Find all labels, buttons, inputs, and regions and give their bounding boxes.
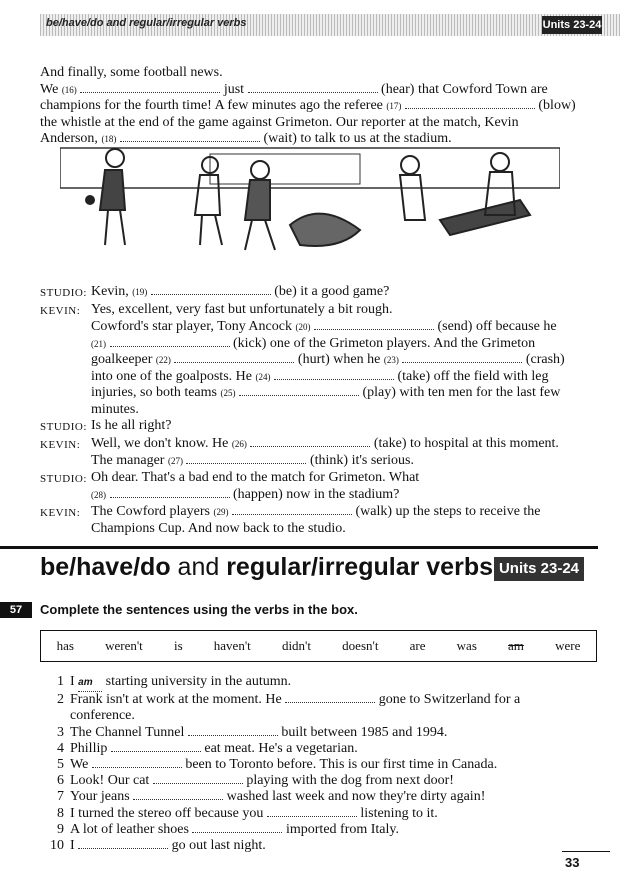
sentence-row [40,757,600,773]
dialogue-line [40,284,600,302]
word-option: am [508,638,524,653]
text: washed last week and now they're dirty again! [226,789,486,805]
units-badge: Units 23-24 [494,557,584,581]
text: The Cowford players [91,503,210,519]
text: (be) it a good game? [274,284,390,299]
gap-number: (24) [255,371,271,382]
running-header [40,14,620,36]
text: starting university in the autumn. [105,674,292,689]
dialogue-line [40,302,600,320]
answer-blank[interactable] [153,773,243,784]
speaker-label [40,521,91,538]
text: I [70,838,75,854]
sentence-number: 10 [50,838,64,854]
speaker-label: STUDIO: [40,472,87,485]
page-number: 33 [565,855,580,870]
text: (kick) one of the Grimeton players. And the Grimeton [233,335,536,351]
dialogue-line [40,504,600,522]
text: been to Toronto before. This is our first time in Canada. [185,757,498,773]
dialogue-text [91,369,600,386]
sentence-number: 8 [57,805,64,821]
speaker-label: KEVIN: [40,304,81,317]
gap-number: (21) [91,338,106,349]
sentence-number: 4 [57,740,64,756]
word-option: haven't [213,638,251,653]
dialogue-line [40,487,600,504]
sentence-row [40,741,600,757]
text: (wait) to talk to us at the stadium. [263,131,452,146]
dialogue-text [91,336,600,353]
text: Phillip [70,740,108,756]
answer-blank[interactable] [248,82,378,93]
dialogue-text [91,504,600,522]
answer-blank[interactable] [314,319,434,330]
dialogue-text [91,352,600,369]
answer-blank[interactable] [174,352,294,363]
dialogue-text [91,453,600,470]
sentence-row [40,708,600,724]
text: Champions Cup. And now back to the studio. [91,521,346,536]
gap-number: (23) [383,355,399,365]
dialogue-text [91,319,600,336]
section-title [40,553,493,582]
speaker-label [40,487,91,504]
text: The Channel Tunnel [70,724,185,740]
sentence-row [40,822,600,838]
text: Kevin, [91,284,129,299]
answer-blank[interactable] [186,453,306,464]
answer-blank[interactable] [402,352,522,363]
sentence-text [70,757,497,773]
text: (hear) that Cowford Town are [381,81,548,97]
gap-number: (29) [213,506,229,517]
dialogue [40,284,600,538]
text: minutes. [91,401,139,417]
sentence-number: 9 [57,821,64,837]
text: Yes, excellent, very fast but unfortunately a bit rough. [91,301,393,317]
sentence-text [70,806,438,822]
word-option: were [555,638,581,653]
example-answer: am [78,677,93,688]
gap-number: (17) [386,101,402,111]
gap-number: (19) [132,287,148,297]
answer-blank[interactable] [133,789,223,800]
text: injuries, so both teams [91,385,217,400]
answer-blank[interactable] [267,806,357,817]
speaker-label [40,319,91,336]
dialogue-line [40,352,600,369]
sentence-number: 2 [57,692,64,708]
text: playing with the dog from next door! [246,773,454,789]
text: (send) off because he [437,319,557,334]
sentence-number: 1 [57,674,64,689]
dialogue-line [40,521,600,538]
sentence-text [70,822,399,838]
answer-blank[interactable] [111,741,201,752]
word-option: is [173,638,183,653]
sentence-row [40,806,600,822]
dialogue-text [91,436,600,454]
dialogue-text [91,521,600,538]
sentence-text [70,838,266,854]
intro-line: And finally, some football news. [40,65,223,80]
speaker-label [40,369,91,386]
answer-blank[interactable] [274,369,394,380]
text: (play) with ten men for the last few [362,385,561,400]
text: We [70,757,89,773]
answer-blank[interactable] [80,82,220,93]
dialogue-text [91,385,600,402]
speaker-label: KEVIN: [40,438,81,451]
answer-blank[interactable] [232,504,352,515]
word-option: are [409,638,426,653]
text: I turned the stereo off because you [70,805,264,821]
sentence-number [40,708,70,724]
section-divider [0,546,598,549]
text: built between 1985 and 1994. [281,724,448,740]
exercise-sentences [40,674,600,854]
text: goalkeeper [91,352,153,367]
exercise-instruction: Complete the sentences using the verbs in the box. [40,602,358,617]
gap-number: (26) [231,438,247,449]
sentence-number: 3 [57,724,64,740]
header-title: be/have/do and regular/irregular verbs [46,17,247,29]
answer-blank[interactable] [151,284,271,295]
text: Oh dear. That's a bad end to the match for Grimeton. What [91,469,420,485]
dialogue-line [40,453,600,470]
news-paragraph [40,65,590,148]
speaker-label [40,352,91,369]
sentence-row [40,692,600,708]
sentence-text [70,773,454,789]
speaker-label [40,385,91,402]
speaker-label [40,402,91,419]
speaker-label: KEVIN: [40,506,81,519]
text: Frank isn't at work at the moment. He [70,692,282,708]
answer-blank[interactable] [92,757,182,768]
text: A lot of leather shoes [70,821,189,837]
gap-number: (16) [61,84,77,95]
answer-blank[interactable] [110,336,230,347]
text: gone to Switzerland for a [378,692,521,708]
dialogue-line [40,336,600,353]
answer-blank[interactable] [188,725,278,736]
text: just [223,81,245,97]
answer-blank[interactable] [239,385,359,396]
sentence-text [70,692,520,708]
football-illustration [60,140,560,260]
text: (blow) [538,98,576,113]
word-option: was [456,638,477,653]
sentence-number: 6 [57,773,64,789]
dialogue-text [91,284,600,302]
text: the whistle at the end of the game against Grimeton. Our reporter at the match, Kevin [40,114,519,130]
sentence-row [40,773,600,789]
dialogue-text [91,487,600,504]
word-option: doesn't [342,638,379,653]
answer-blank[interactable] [78,674,102,692]
answer-blank[interactable] [285,692,375,703]
gap-number: (18) [101,134,117,144]
answer-blank[interactable] [110,487,230,498]
speaker-label [40,336,91,353]
text: (think) it's serious. [309,453,414,468]
gap-number: (22) [155,355,171,365]
exercise-number: 57 [0,602,32,618]
title-part: be/have/do [40,553,171,581]
dialogue-text [91,418,600,436]
text: (take) to hospital at this moment. [373,435,559,451]
sentence-text [70,725,447,741]
word-option: weren't [105,638,143,653]
sentence-text [70,741,358,757]
text: I [70,674,75,689]
dialogue-text [91,302,600,320]
title-part: regular/irregular verbs [226,553,493,581]
dialogue-line [40,470,600,488]
sentence-number: 7 [57,789,64,805]
title-part: and [170,553,227,581]
text: (walk) up the steps to receive the [355,503,541,519]
text: Well, we don't know. He [91,435,229,451]
word-option: didn't [281,638,312,653]
text: (hurt) when he [297,352,381,367]
text: The manager [91,453,165,468]
page-number-rule [562,851,610,852]
text: Your jeans [70,789,130,805]
word-box [40,630,597,662]
header-units-tag: Units 23-24 [542,16,602,34]
text: conference. [70,708,135,724]
text: champions for the fourth time! A few minutes ago the referee [40,98,383,113]
text: into one of the goalposts. He [91,368,252,384]
sentence-text [70,674,291,692]
sentence-text [70,789,485,805]
text: Anderson, [40,131,98,146]
text: listening to it. [360,805,438,821]
dialogue-text [91,470,600,488]
word-option: has [56,638,74,653]
gap-number: (20) [295,322,311,332]
gap-number: (27) [167,456,183,466]
sentence-row [40,725,600,741]
speaker-label: STUDIO: [40,287,87,299]
gap-number: (28) [91,490,106,500]
dialogue-line [40,402,600,419]
text: (take) off the field with leg [397,368,549,384]
dialogue-text [91,402,600,419]
sentence-row [40,838,600,854]
text: go out last night. [171,838,266,854]
text: eat meat. He's a vegetarian. [204,740,358,756]
answer-blank[interactable] [192,822,282,833]
text: Is he all right? [91,418,172,433]
dialogue-line [40,385,600,402]
answer-blank[interactable] [78,838,168,849]
answer-blank[interactable] [250,436,370,447]
sentence-text [70,708,135,724]
dialogue-line [40,418,600,436]
sentence-number: 5 [57,757,64,773]
text: imported from Italy. [285,821,399,837]
text: (happen) now in the stadium? [233,487,400,502]
gap-number: (25) [220,388,236,398]
text: (crash) [525,352,565,367]
speaker-label [40,453,91,470]
dialogue-line [40,369,600,386]
text: Cowford's star player, Tony Ancock [91,319,292,334]
dialogue-line [40,319,600,336]
sentence-row [40,789,600,805]
dialogue-line [40,436,600,454]
speaker-label: STUDIO: [40,421,87,433]
sentence-row [40,674,600,692]
text: We [40,81,59,97]
text: Look! Our cat [70,773,150,789]
answer-blank[interactable] [405,98,535,109]
